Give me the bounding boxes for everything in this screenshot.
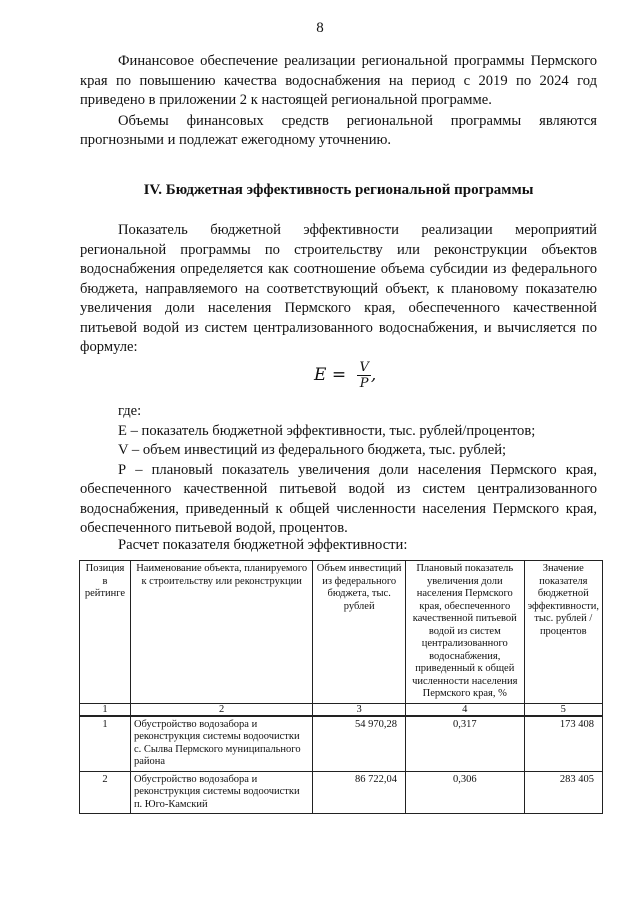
paragraph-volumes: Объемы финансовых средств региональной программы являются прогнозными и подлежат ежегодному уточнению. xyxy=(80,112,597,148)
financing-section xyxy=(80,52,597,151)
efficiency-description xyxy=(80,221,597,358)
section-heading: IV. Бюджетная эффективность региональной программы xyxy=(143,182,534,198)
table-row xyxy=(80,771,603,814)
definition-v: V – объем инвестиций из федерального бюджета, тыс. рублей; xyxy=(118,442,507,458)
page-number: 8 xyxy=(316,20,324,36)
column-number: 5 xyxy=(524,703,602,716)
header-indicator: Плановый показатель увеличения доли населения Пермского края, обеспеченного качественной питьевой водой из систем централизованного водоснабжения, приведенный к общей численности населения Пермского края, % xyxy=(405,561,524,704)
where-label: где: xyxy=(118,403,142,419)
cell-indicator: 0,306 xyxy=(405,771,524,814)
formula-numerator: V xyxy=(359,360,369,375)
cell-position: 1 xyxy=(80,716,131,772)
formula-denominator: P xyxy=(359,376,369,391)
efficiency-formula xyxy=(314,360,376,391)
cell-investment: 86 722,04 xyxy=(313,771,406,814)
definition-e: Е – показатель бюджетной эффективности, тыс. рублей/процентов; xyxy=(118,422,536,439)
cell-indicator: 0,317 xyxy=(405,716,524,772)
column-number: 1 xyxy=(80,703,131,716)
formula-lhs: E = xyxy=(314,365,347,385)
efficiency-table xyxy=(79,560,603,814)
column-number: 3 xyxy=(313,703,406,716)
cell-investment: 54 970,28 xyxy=(313,716,406,772)
table-caption: Расчет показателя бюджетной эффективности: xyxy=(118,537,408,553)
column-number: 2 xyxy=(130,703,312,716)
cell-efficiency: 283 405 xyxy=(524,771,602,814)
definitions xyxy=(80,402,597,539)
header-object-name: Наименование объекта, планируемого к строительству или реконструкции xyxy=(130,561,312,704)
table-header-row xyxy=(80,561,603,704)
header-position: Позиция в рейтинге xyxy=(80,561,131,704)
paragraph-efficiency: Показатель бюджетной эффективности реализации мероприятий региональной программы по строительству или реконструкции объектов водоснабжения определяется как соотношение объема субсидии из федерального бюджета, направляемого на соответствующий объект, к плановому показателю увеличения доли населения Пермского края, обеспеченного качественной питьевой водой из систем централизованного водоснабжения, и вычисляется по формуле: xyxy=(80,222,597,355)
column-number-row xyxy=(80,703,603,716)
paragraph-financing: Финансовое обеспечение реализации региональной программы Пермского края по повышению качества водоснабжения на период с 2019 по 2024 год приведено в приложении 2 к настоящей региональной программе. xyxy=(80,53,597,108)
formula-trail: , xyxy=(370,365,377,385)
cell-object-name: Обустройство водозабора и реконструкция системы водоочистки с. Сылва Пермского муниципального района xyxy=(130,716,312,772)
cell-efficiency: 173 408 xyxy=(524,716,602,772)
column-number: 4 xyxy=(405,703,524,716)
cell-position: 2 xyxy=(80,771,131,814)
formula-fraction xyxy=(357,360,370,391)
cell-object-name: Обустройство водозабора и реконструкция системы водоочистки п. Юго-Камский xyxy=(130,771,312,814)
header-efficiency: Значение показателя бюджетной эффективности, тыс. рублей / процентов xyxy=(524,561,602,704)
table-row xyxy=(80,716,603,772)
header-investment: Объем инвестиций из федерального бюджета, тыс. рублей xyxy=(313,561,406,704)
definition-p: Р – плановый показатель увеличения доли населения Пермского края, обеспеченного качественной питьевой водой из систем централизованного водоснабжения, приведенный к общей численности населения Пермского края, обеспеченного питьевой водой, процентов. xyxy=(80,461,597,536)
